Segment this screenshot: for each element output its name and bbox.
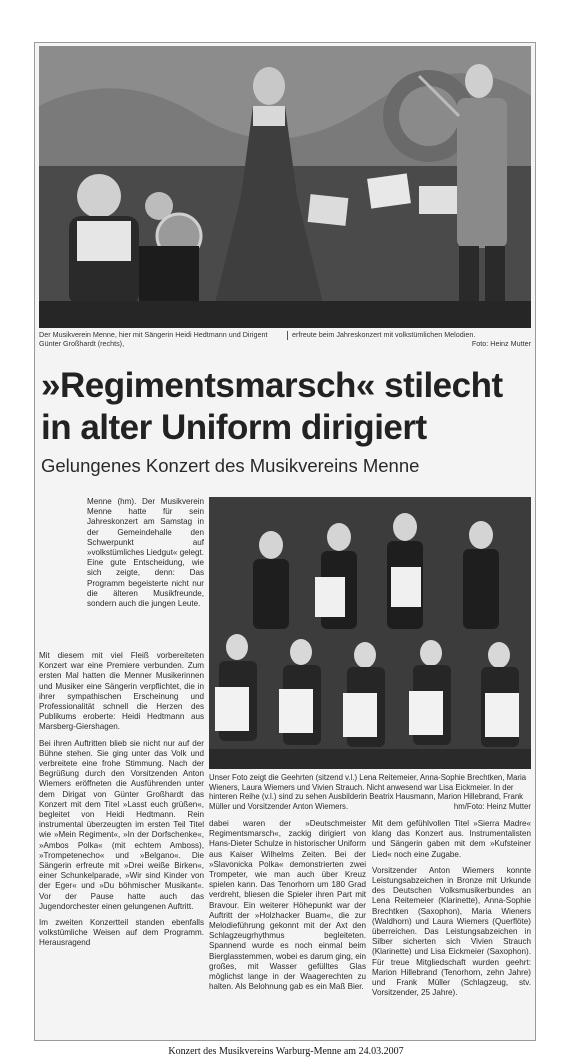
article-column-left [39,651,204,955]
top-caption-right [287,330,531,348]
left-paragraph-1: Mit diesem mit viel Fleiß vorbereiteten Konzert war eine Premiere verbunden. Zum ersten Mal hatten die Menner Musikerinnen und Musiker eine Sängerin verpflichtet, die in ihrer sympathischen Erscheinung und Professionalität schnell die Herzen des Publikums eroberte: Heidi Hedtmann aus Marsberg-Giershagen. [39,651,204,732]
honorees-photo-credit: hm/Foto: Heinz Mutter [453,801,531,811]
middle-paragraph: dabei waren der »Deutschmeister Regimentsmarsch«, zackig dirigiert von Hans-Dieter Schulze in historischer Uniform aus Kaiser Wilhelms Zeiten. Bei der »Slavonicka Polka« demonstrierten zwei Trompeter, wie man auch über Kreuz spielen kann. Das Tenorhorn um 180 Grad verdreht, bliesen die Spieler ihren Part mit Bravour. Ein weiterer Höhepunkt war der Auftritt der »Holzhacker Buam«, die zur Melodieführung gekonnt mit der Axt den Schlagzeugrhythmus begleiteten. Spannend wurde es noch einmal beim Bierglasstemmen, wobei es darum ging, ein großes, mit Wasser gefülltes Glas möglichst lange in der Waagerechten zu halten. Als Belohnung gab es ein Maß Bier. [209,819,367,992]
headline-line-1: »Regimentsmarsch« stilecht [41,366,503,405]
honorees-photo-caption [209,773,531,811]
article-column-right [372,819,531,1004]
honorees-photo-drawing [209,497,531,769]
article-intro [87,497,204,615]
headline-line-2: in alter Uniform dirigiert [41,408,427,447]
top-photo-caption [39,331,531,357]
newspaper-clipping [34,42,536,1041]
left-paragraph-2: Bei ihren Auftritten blieb sie nicht nur auf der Bühne stehen. Sie ging unter das Volk und verbreitete eine frohe Stimmung. Nach der Begrüßung durch den Vorsitzenden Anton Wiemers eröffneten die Ausführenden unter dem Dirigat von Günter Großhardt das Konzert mit dem Titel »Lasst euch grüßen«, begleitet von Heidi Hedtmann. Rein instrumental überzeugten im ersten Teil Titel wie »Mein Regiment«, »In der Dorfschenke«, »Ambos Polka« (mit echtem Amboss), »Trompetenecho« und »Belgano«. Die Sängerin erfreute mit »Drei weiße Birken«, einer Schunkelparade, »Wir sind Kinder von der Eger« und »Du böhmischer Musikant«. Vor der Pause hatte auch das Jugendorchester einen gelungenen Auftritt. [39,738,204,911]
honorees-photo [209,497,531,769]
top-caption-right-text: erfreute beim Jahreskonzert mit volkstümlichen Melodien. [292,330,476,339]
article-headline [41,365,531,449]
article-column-middle [209,819,366,998]
right-paragraph-2: Vorsitzender Anton Wiemers konnte Leistungsabzeichen in Bronze mit Urkunde des Deutschen Volksmusikerbundes an Lena Reitemeier (Klarinette), Anna-Sophie Brechtken (Saxophon), Maria Wieners (Waldhorn) und Laura Wiemers (Querflöte) überreichen. Das Leistungsabzeichen in Silber sicherten sich Vivien Strauch (Klarinette) und Lisa Eickmeier (Saxophon). Für treue Mitgliedschaft wurden geehrt: Marion Hillebrand (Tenorhorn, zehn Jahre) und Frank Müller (Schlagzeug, stv. Vorsitzender, 25 Jahre). [372,865,531,998]
top-photo-credit: Foto: Heinz Mutter [471,339,531,348]
concert-photo-drawing [39,46,531,328]
intro-paragraph: Menne (hm). Der Musikverein Menne hatte für sein Jahreskonzert am Samstag in der Gemeindehalle den Schwerpunkt auf »volkstümliches Liedgut« gelegt. Eine gute Entscheidung, wie sich zeigte, denn: Das Programm begeisterte nicht nur die älteren Musikfreunde, sondern auch die jungen Leute. [87,497,204,609]
top-caption-left: Der Musikverein Menne, hier mit Sängerin Heidi Hedtmann und Dirigent Günter Großhardt (rechts), [39,330,268,348]
article-subheadline: Gelungenes Konzert des Musikvereins Menne [41,455,420,476]
honorees-caption-text: Unser Foto zeigt die Geehrten (sitzend v.l.) Lena Reitemeier, Anna-Sophie Brechtken, Maria Wieners, Laura Wiemers und Vivien Strauch. Nicht anwesend war Lisa Eickmeier. In der hinteren Reihe (v.l.) sind zu sehen Ausbilderin Beatrix Hausmann, Marion Hillebrand, Frank Müller und Vorsitzender Anton Wiemers. [209,773,527,811]
concert-photo [39,46,531,328]
footer-caption: Konzert des Musikvereins Warburg-Menne am 24.03.2007 [168,1046,404,1057]
right-paragraph-1: Mit dem gefühlvollen Titel »Sierra Madre« klang das Konzert aus. Instrumentalisten und Sängerin gaben mit dem »Kufsteiner Lied« noch eine Zugabe. [372,819,531,859]
left-paragraph-3: Im zweiten Konzertteil standen ebenfalls volkstümliche Weisen auf dem Programm. Herausragend [39,918,204,948]
